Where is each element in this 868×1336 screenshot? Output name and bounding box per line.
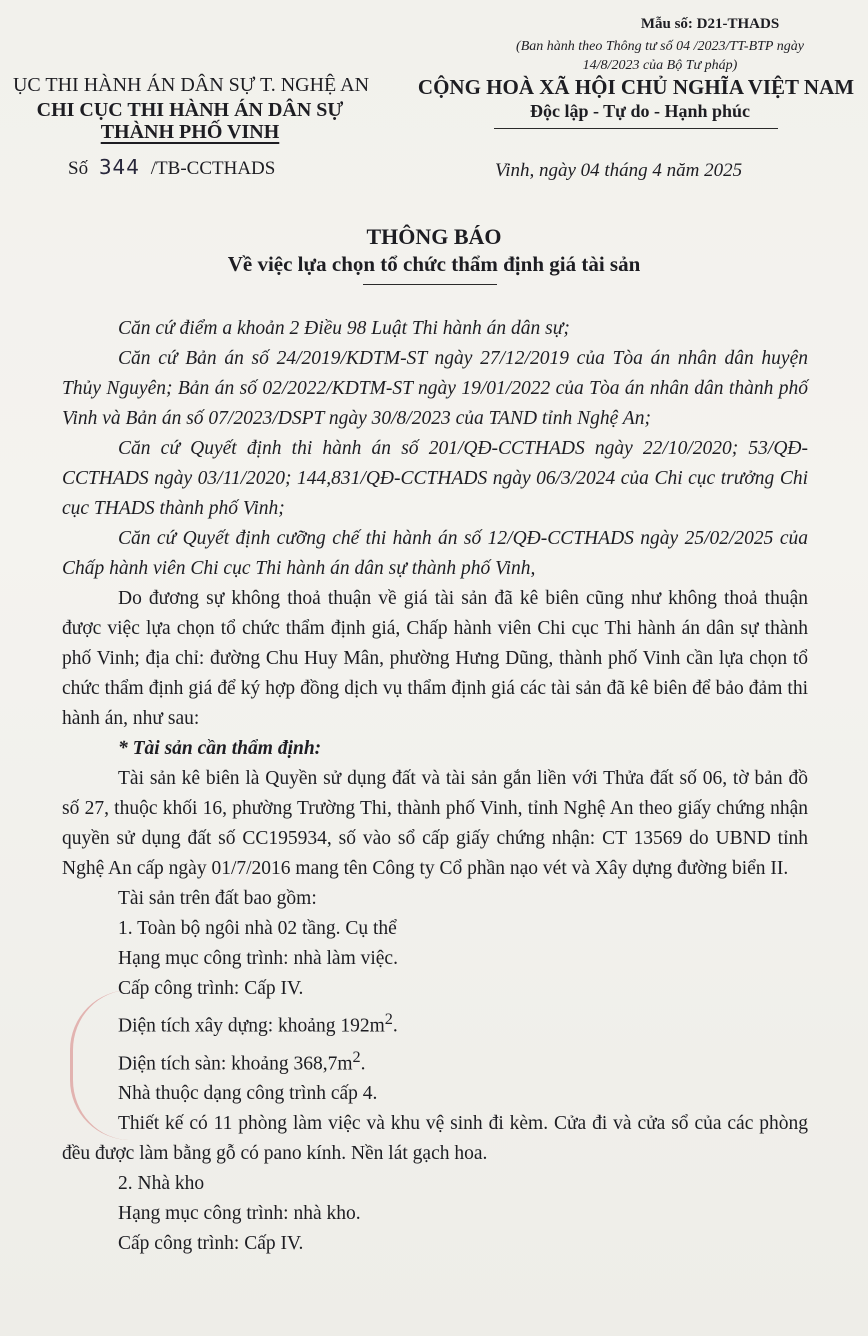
agency-parent: ỤC THI HÀNH ÁN DÂN SỰ T. NGHỆ AN [12,74,370,96]
floor-area-unit-superscript: 2 [352,1047,361,1066]
item-warehouse: 2. Nhà kho [118,1173,205,1194]
nation-name: CỘNG HOÀ XÃ HỘI CHỦ NGHĨA VIỆT NAM [417,75,855,99]
paragraph-assets-on-land: Tài sản trên đất bao gồm: [118,888,317,909]
doc-number-prefix: Số [68,158,89,179]
paragraph-legal-basis-3: Căn cứ Quyết định thi hành án số 201/QĐ-CCTHADS ngày 22/10/2020; 53/QĐ-CCTHADS ngày 03/11/2020; 144,831/QĐ-CCTHADS ngày 06/3/2024 của Chi cục trưởng Chi cục THADS thành phố Vinh; [62,438,808,519]
item-building-1-floor-area: Diện tích sàn: khoảng $368,7m^2$. [118,1047,366,1074]
paragraph-asset-description: Tài sản kê biên là Quyền sử dụng đất và tài sản gắn liền với Thửa đất số 06, tờ bản đồ số 27, thuộc khối 16, phường Trường Thi, thành phố Vinh, tỉnh Nghệ An theo giấy chứng nhận quyền sử dụng đất số CC195934, số vào sổ cấp giấy chứng nhận: CT 13569 do UBND tỉnh Nghệ An cấp ngày 01/7/2016 mang tên Công ty Cổ phần nạo vét và Xây dựng đường biển II. [62,768,808,879]
item-warehouse-category: Hạng mục công trình: nhà kho. [118,1203,361,1224]
paragraph-reason: Do đương sự không thoả thuận về giá tài sản đã kê biên cũng như không thoả thuận được việc lựa chọn tổ chức thẩm định giá, Chấp hành viên Chi cục Thi hành án dân sự thành phố Vinh; địa chỉ: đường Chu Huy Mân, phường Hưng Dũng, thành phố Vinh cần lựa chọn tổ chức thẩm định giá để ký hợp đồng dịch vụ thẩm định giá các tài sản đã kê biên để bảo đảm thi hành án, như sau: [62,588,808,729]
document-body [62,314,808,1259]
document-date: Vinh, ngày 04 tháng 4 năm 2025 [495,160,743,181]
document-number [68,155,275,180]
item-building-1-category: Hạng mục công trình: nhà làm việc. [118,948,398,969]
item-building-1: 1. Toàn bộ ngôi nhà 02 tầng. Cụ thể [118,918,397,939]
agency-name: CHI CỤC THI HÀNH ÁN DÂN SỰ [36,99,344,121]
nation-motto: Độc lập - Tự do - Hạnh phúc [529,101,751,121]
area-unit-superscript: 2 [384,1010,393,1028]
agency-city [8,121,372,144]
document-title: THÔNG BÁO [366,224,502,249]
floor-area-text: Diện tích sàn: khoảng 368,7m [118,1053,353,1074]
paragraph-legal-basis-4: Căn cứ Quyết định cưỡng chế thi hành án số 12/QĐ-CCTHADS ngày 25/02/2025 của Chấp hành viên Chi cục Thi hành án dân sự thành phố Vinh, [62,528,808,579]
item-building-1-construction-area: Diện tích xây dựng: khoảng $192m^2$. [118,1010,398,1037]
doc-number-suffix: /TB-CCTHADS [150,158,276,179]
section-heading-assets: * Tài sản cần thẩm định: [118,738,322,759]
agency-city-text: THÀNH PHỐ VINH [100,121,280,143]
item-building-1-grade: Cấp công trình: Cấp IV. [118,978,304,999]
paragraph-legal-basis-1: Căn cứ điểm a khoản 2 Điều 98 Luật Thi hành án dân sự; [118,318,570,339]
motto-underline [494,128,778,129]
paragraph-legal-basis-2: Căn cứ Bản án số 24/2019/KDTM-ST ngày 27/12/2019 của Tòa án nhân dân huyện Thủy Nguyên; Bản án số 02/2022/KDTM-ST ngày 19/01/2022 của Tòa án nhân dân thành phố Vinh và Bản án số 07/2023/DSPT ngày 30/8/2023 của TAND tỉnh Nghệ An; [62,348,808,429]
doc-number-handwritten: 344 [98,155,141,179]
subtitle-underline [363,284,497,285]
construction-area-text: Diện tích xây dựng: khoảng 192m [118,1015,385,1037]
form-code: Mẫu số: D21-THADS [640,16,780,32]
item-building-1-type: Nhà thuộc dạng công trình cấp 4. [118,1083,378,1104]
document-subtitle: Về việc lựa chọn tổ chức thẩm định giá tài sản [227,252,641,276]
form-note: (Ban hành theo Thông tư số 04 /2023/TT-BTP ngày 14/8/2023 của Bộ Tư pháp) [516,39,804,73]
item-warehouse-grade: Cấp công trình: Cấp IV. [118,1233,304,1254]
item-building-1-design: Thiết kế có 11 phòng làm việc và khu vệ sinh đi kèm. Cửa đi và cửa sổ của các phòng đều được làm bằng gỗ có pano kính. Nền lát gạch hoa. [62,1113,808,1164]
